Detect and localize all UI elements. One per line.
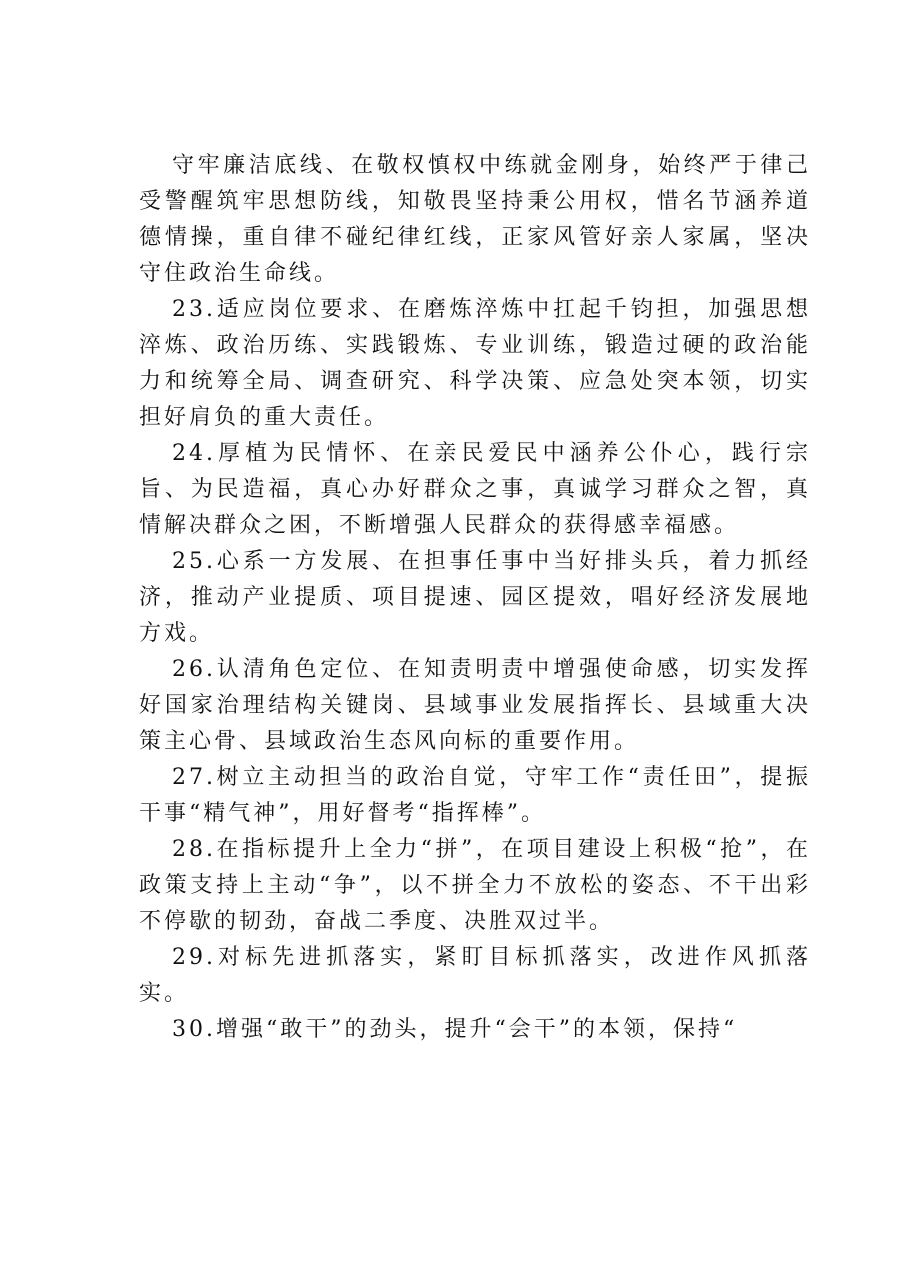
paragraph-29: 29.对标先进抓落实，紧盯目标抓落实，改进作风抓落实。 xyxy=(139,945,811,1006)
paragraph-23: 23.适应岗位要求、在磨炼淬炼中扛起千钧担，加强思想淬炼、政治历练、实践锻炼、专业训练，锻造过硬的政治能力和统筹全局、调查研究、科学决策、应急处突本领，切实担好肩负的重大责任。 xyxy=(139,297,811,430)
paragraph-26: 26.认清角色定位、在知责明责中增强使命感，切实发挥好国家治理结构关键岗、县域事业发展指挥长、县域重大决策主心骨、县域政治生态风向标的重要作用。 xyxy=(139,657,811,754)
paragraph-27: 27.树立主动担当的政治自觉，守牢工作“责任田”，提振干事“精气神”，用好督考“指挥棒”。 xyxy=(139,765,811,826)
paragraph-intro: 守牢廉洁底线、在敬权慎权中练就金刚身，始终严于律己受警醒筑牢思想防线，知敬畏坚持秉公用权，惜名节涵养道德情操，重自律不碰纪律红线，正家风管好亲人家属，坚决守住政治生命线。 xyxy=(139,153,811,286)
paragraph-28: 28.在指标提升上全力“拼”，在项目建设上积极“抢”，在政策支持上主动“争”，以不拼全力不放松的姿态、不干出彩不停歇的韧劲，奋战二季度、决胜双过半。 xyxy=(139,837,811,934)
paragraph-24: 24.厚植为民情怀、在亲民爱民中涵养公仆心，践行宗旨、为民造福，真心办好群众之事，真诚学习群众之智，真情解决群众之困，不断增强人民群众的获得感幸福感。 xyxy=(139,441,811,538)
paragraph-30: 30.增强“敢干”的劲头，提升“会干”的本领，保持“ xyxy=(172,1017,738,1042)
document-body xyxy=(139,148,811,1048)
paragraph-25: 25.心系一方发展、在担事任事中当好排头兵，着力抓经济，推动产业提质、项目提速、园区提效，唱好经济发展地方戏。 xyxy=(139,549,811,646)
